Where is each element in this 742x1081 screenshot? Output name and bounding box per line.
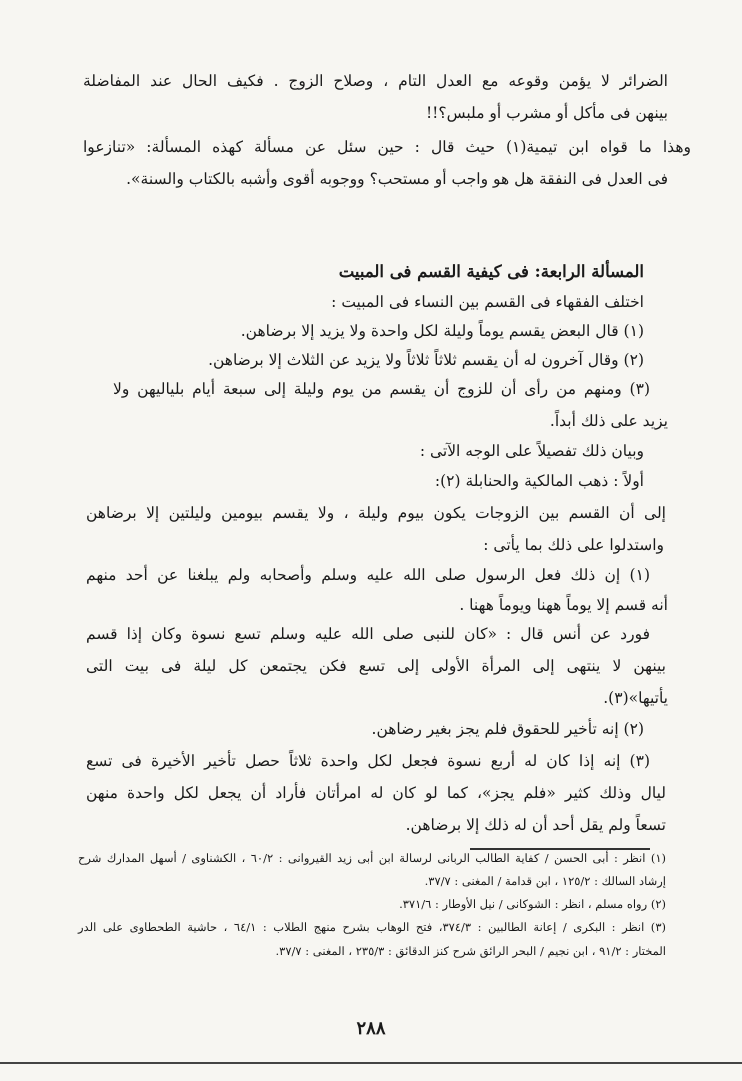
section-line-1: اختلف الفقهاء فى القسم بين النساء فى المبيت : bbox=[331, 293, 644, 311]
body-line-4: فى العدل فى النفقة هل هو واجب أو مستحب؟ ووجوبه أقوى وأشبه بالكتاب والسنة». bbox=[126, 170, 668, 188]
footnote-2: (٢) رواه مسلم ، انظر : الشوكانى / نيل الأوطار : ٣٧١/٦. bbox=[399, 897, 666, 911]
section-line-17: ليال وذلك كثير «فلم يجز»، كما لو كان له امرأتان فأراد أن يجعل لكل واحدة منهن bbox=[86, 784, 666, 802]
section-line-16: (٣) إنه إذا كان له أربع نسوة فجعل لكل واحدة ثلاثاً حصل تأخير الأخيرة فى تسع bbox=[86, 752, 650, 770]
section-line-13: بينهن لا ينتهى إلى المرأة الأولى إلى تسع فكن يجتمعن كل ليلة فى بيت التى bbox=[86, 657, 666, 675]
section-heading: المسألة الرابعة: فى كيفية القسم فى المبيت bbox=[338, 262, 644, 281]
section-line-3: (٢) وقال آخرون له أن يقسم ثلاثاً ثلاثاً ولا يزيد عن الثلاث إلا برضاهن. bbox=[208, 351, 644, 369]
section-line-5: يزيد على ذلك أبداً. bbox=[549, 412, 668, 430]
section-line-15: (٢) إنه تأخير للحقوق فلم يجز بغير رضاهن. bbox=[371, 720, 644, 738]
body-line-2: بينهن فى مأكل أو مشرب أو ملبس؟!! bbox=[425, 104, 668, 122]
footnote-3-line-1: (٣) انظر : البكرى / إعانة الطالبين : ٣٧٤/٣، فتح الوهاب بشرح منهج الطلاب : ٦٤/١ ، حاشية الطحطاوى على الدر bbox=[78, 920, 666, 934]
page-number: ٢٨٨ bbox=[356, 1018, 386, 1039]
section-line-9: واستدلوا على ذلك بما يأتى : bbox=[483, 536, 664, 554]
section-line-6: وبيان ذلك تفصيلاً على الوجه الآتى : bbox=[419, 442, 644, 460]
bottom-edge-rule bbox=[0, 1062, 742, 1064]
footnote-1-line-2: إرشاد السالك : ١٢٥/٢ ، ابن قدامة / المغنى : ٣٧/٧. bbox=[424, 874, 666, 888]
section-line-12: فورد عن أنس قال : «كان للنبى صلى الله عليه وسلم تسع نسوة وكان إذا قسم bbox=[86, 625, 650, 643]
footnote-separator bbox=[470, 848, 650, 850]
footnote-1-line-1: (١) انظر : أبى الحسن / كفاية الطالب الربانى لرسالة ابن أبى زيد القيروانى : ٦٠/٢ ، الكشناوى / أسهل المدارك شرح bbox=[78, 851, 666, 865]
section-line-8: إلى أن القسم بين الزوجات يكون بيوم وليلة ، ولا يقسم بيومين وليلتين إلا برضاهن bbox=[86, 504, 666, 522]
body-line-3: وهذا ما قواه ابن تيمية(١) حيث قال : حين سئل عن مسألة كهذه المسألة: «تنازعوا bbox=[83, 138, 691, 156]
section-line-2: (١) قال البعض يقسم يوماً وليلة لكل واحدة ولا يزيد إلا برضاهن. bbox=[240, 322, 644, 340]
section-line-18: تسعاً ولم يقل أحد أن له ذلك إلا برضاهن. bbox=[405, 816, 666, 834]
section-line-10: (١) إن ذلك فعل الرسول صلى الله عليه وسلم وأصحابه ولم يبلغنا عن أحد منهم bbox=[86, 566, 650, 584]
footnote-3-line-2: المختار : ٩١/٢ ، ابن نجيم / البحر الرائق شرح كنز الدقائق : ٢٣٥/٣ ، المغنى : ٣٧/٧. bbox=[275, 944, 666, 958]
section-line-14: يأتيها»(٣). bbox=[603, 689, 668, 707]
body-line-1: الضرائر لا يؤمن وقوعه مع العدل التام ، وصلاح الزوج . فكيف الحال عند المفاضلة bbox=[83, 72, 668, 90]
section-line-7: أولاً : ذهب المالكية والحنابلة (٢): bbox=[434, 472, 644, 490]
section-line-4: (٣) ومنهم من رأى أن للزوج أن يقسم من يوم وليلة إلى سبعة أيام بلياليهن ولا bbox=[113, 380, 650, 398]
section-line-11: أنه قسم إلا يوماً ههنا ويوماً ههنا . bbox=[459, 596, 668, 614]
